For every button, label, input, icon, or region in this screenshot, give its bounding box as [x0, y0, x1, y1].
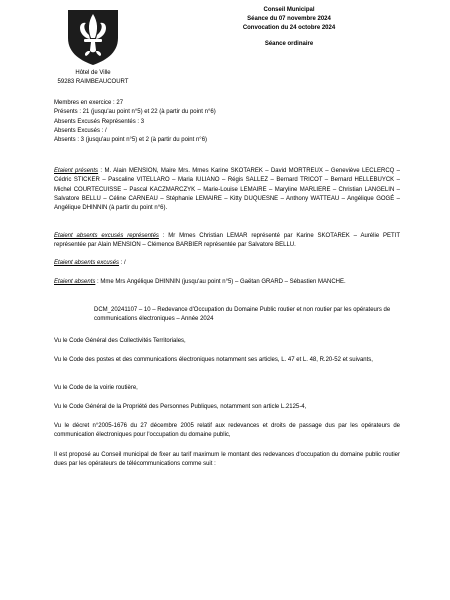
- town-hall-address: [40, 69, 146, 87]
- deliberation-title: DCM_20241107 – 10 – Redevance d'Occupation du Domaine Public routier et non routier par les opérateurs de communications électroniques – Année 2024: [94, 307, 391, 323]
- consideration-1: Vu le Code Général des Collectivités Territoriales,: [54, 338, 186, 344]
- represented-section: [54, 232, 400, 251]
- town-hall-label: Hôtel de Ville: [75, 70, 111, 76]
- council-title: Conseil Municipal: [263, 7, 315, 13]
- represented-label: Etaient absents excusés représentés: [54, 233, 159, 239]
- town-address: 59283 RAIMBEAUCOURT: [57, 79, 129, 85]
- consideration-4: Vu le Code Général de la Propriété des Personnes Publiques, notamment son article L.2125-4,: [54, 404, 307, 410]
- present-label: Etaient présents: [54, 168, 99, 174]
- absent-excused-count: Absents Excusés : /: [54, 127, 107, 134]
- consideration-3: Vu le Code de la voirie routière,: [54, 385, 138, 391]
- council-header: [228, 6, 350, 49]
- seance-date: Séance du 07 novembre 2024: [247, 16, 331, 22]
- proposal-text: Il est proposé au Conseil municipal de fixer au tarif maximum le montant des redevances d'occupation du domaine public routier dues par les opérateurs de télécommunications comme suit :: [54, 452, 400, 468]
- represented-text: : Mr Mmes Christian LEMAR représenté par Karine SKOTAREK – Aurélie PETIT représentée par Alain MENSION – Clémence BARBIER représentée par Salvatore BELLU.: [54, 233, 400, 249]
- absent-section: [54, 278, 400, 287]
- excused-label: Etaient absents excusés: [54, 260, 120, 266]
- convocation-date: Convocation du 24 octobre 2024: [242, 25, 336, 31]
- consideration-2: Vu le Code des postes et des communications électroniques notamment ses articles, L. 47 et L. 48, R.20-52 et suivants,: [54, 357, 373, 363]
- members-in-office: Membres en exercice : 27: [54, 100, 124, 106]
- absent-count: Absents : 3 (jusqu'au point n°5) et 2 (à partir du point n°6): [54, 137, 208, 144]
- present-text: : M. Alain MENSION, Maire Mrs. Mmes Karine SKOTAREK – David MORTREUX – Geneviève LECLERCQ – Cédric STICKER – Pascaline VITELLARO – Maria IULIANO – Régis SALLEZ – Bernard TRICOT – Bernard HELLEBUYCK – Michel COURTECUISSE – Pascal KACZMARCZYK – Marie-Louise LEMAIRE – Maryline MARLIERE – Christian LANGELIN – Salvatore BELLU – Céline CARNEAU – Stéphanie LEMAIRE – Kitty DUQUESNE – Anthony WATTEAU – Angélique GOGÉ – Angélique DHINNIN (à partir du point n°6).: [54, 168, 401, 212]
- present-count: Présents : 21 (jusqu'au point n°5) et 22 (à partir du point n°6): [54, 109, 216, 116]
- excused-section: [54, 259, 400, 268]
- present-section: [54, 167, 400, 213]
- consideration-5: Vu le décret n°2005-1676 du 27 décembre 2005 relatif aux redevances et droits de passage dus par les opérateurs de communication électroniques pour l'occupation du domaine public,: [54, 423, 400, 439]
- seance-type: Séance ordinaire: [264, 41, 314, 47]
- attendance-summary: [54, 99, 400, 145]
- absent-label: Etaient absents: [54, 279, 96, 285]
- absent-text: : Mme Mrs Angélique DHINNIN (jusqu'au point n°5) – Gaëtan GRARD – Sébastien MANCHE.: [95, 279, 346, 285]
- excused-text: : /: [119, 260, 126, 266]
- absent-represented-count: Absents Excusés Représentés : 3: [54, 118, 145, 125]
- town-crest-icon: [66, 8, 120, 66]
